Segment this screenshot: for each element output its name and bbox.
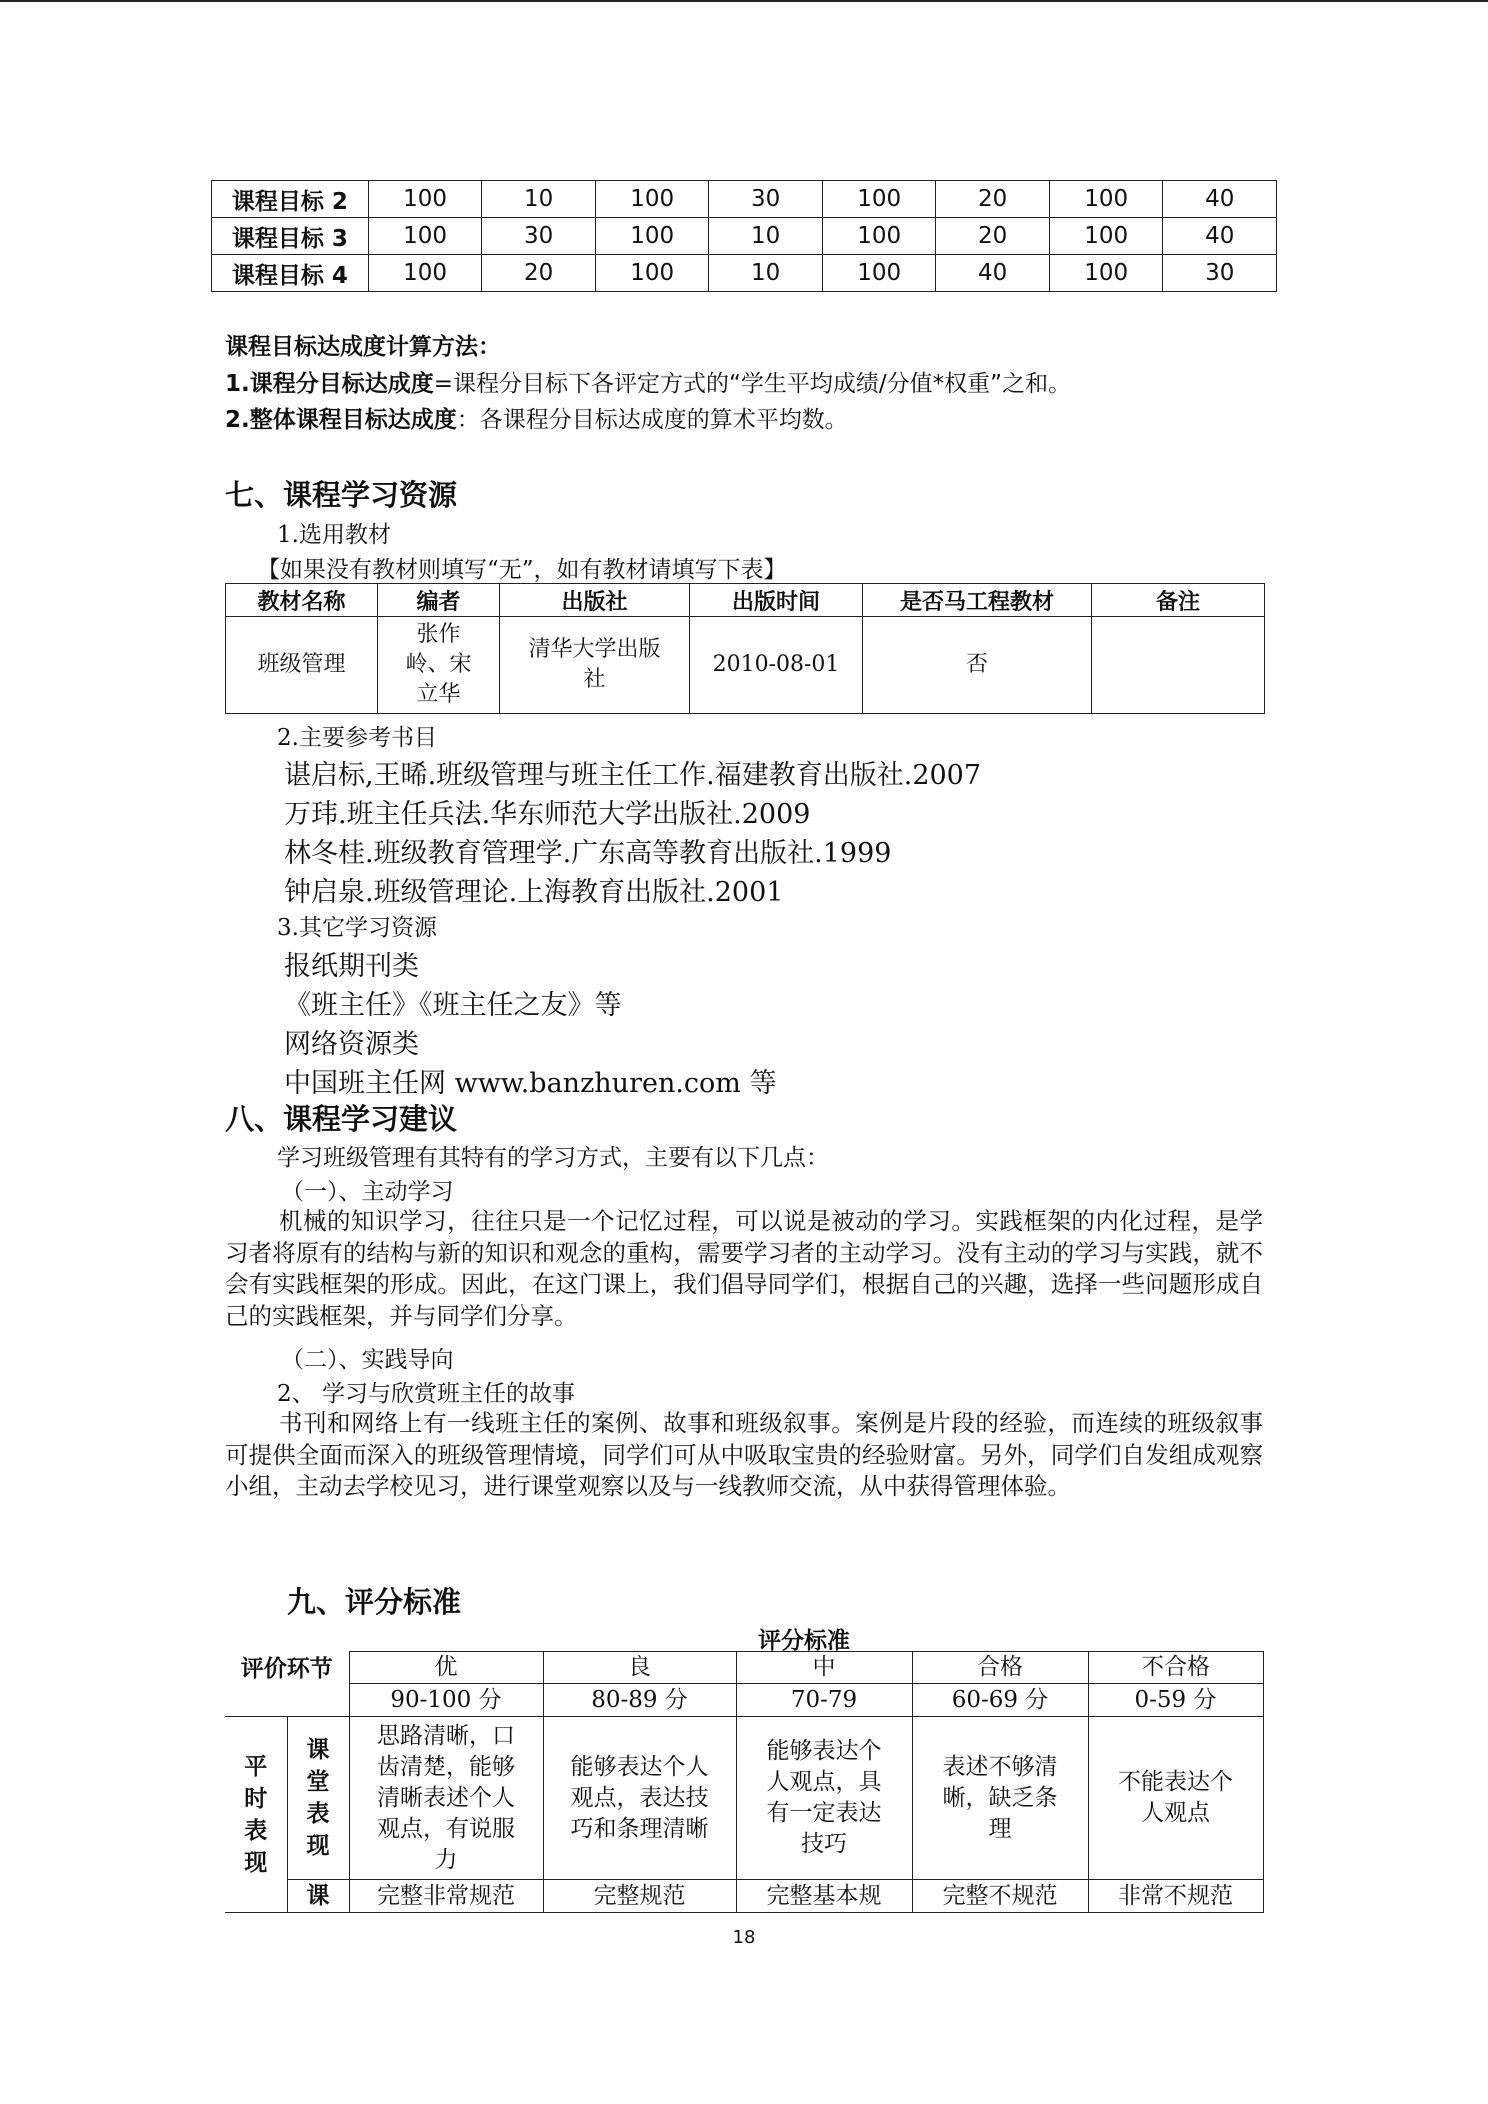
textbook-note: 【如果没有教材则填写“无”，如有教材请填写下表】 (257, 557, 787, 583)
vertical-char: 现 (244, 1850, 268, 1876)
criteria-fail (1088, 1717, 1263, 1880)
calc-item-2-text: ：各课程分目标达成度的算术平均数。 (456, 407, 848, 433)
goal-value-cell: 40 (1163, 218, 1277, 255)
criteria-cell: 非常不规范 (1088, 1880, 1263, 1913)
level-cell: 优 (349, 1652, 543, 1684)
tb-publisher-line: 社 (583, 667, 606, 692)
calc-item-1 (225, 365, 1071, 398)
goal-value-cell: 10 (709, 218, 823, 255)
item-class-performance (287, 1717, 349, 1880)
calc-item-1-label: 1.课程分目标达成度 (225, 371, 434, 397)
criteria-line: 理 (988, 1815, 1012, 1842)
goal-value-cell: 30 (1163, 255, 1277, 292)
th-date: 出版时间 (690, 584, 863, 617)
section-8-sub2: （二）、实践导向 (281, 1347, 454, 1373)
goal-value-cell: 100 (368, 255, 482, 292)
goal-row (212, 255, 1277, 292)
th-remark: 备注 (1092, 584, 1265, 617)
range-cell: 70-79 (736, 1684, 912, 1717)
goal-row-label: 课程目标 3 (212, 218, 369, 255)
goal-value-cell: 10 (482, 181, 596, 218)
range-cell: 80-89 分 (543, 1684, 736, 1717)
other-resource: 《班主任》《班主任之友》等 (284, 990, 622, 1021)
tb-date: 2010-08-01 (690, 617, 863, 714)
calc-item-2-label: 2.整体课程目标达成度 (225, 407, 457, 433)
tb-publisher (500, 617, 690, 714)
criteria-line: 思路清晰，口 (377, 1722, 515, 1749)
th-name: 教材名称 (226, 584, 378, 617)
ref-item: 林冬桂.班级教育管理学.广东高等教育出版社.1999 (284, 838, 892, 869)
ref-item: 万玮.班主任兵法.华东师范大学出版社.2009 (284, 799, 811, 830)
goal-value-cell: 40 (1163, 181, 1277, 218)
ref-item: 谌启标,王晞.班级管理与班主任工作.福建教育出版社.2007 (284, 760, 982, 791)
page-top-border (0, 0, 1488, 2)
goal-value-cell: 20 (482, 255, 596, 292)
criteria-line: 能够表达个 (766, 1738, 882, 1764)
grading-range-row (225, 1684, 1263, 1717)
other-resource: 网络资源类 (284, 1029, 419, 1060)
vertical-char: 平 (244, 1754, 268, 1780)
goal-value-cell: 10 (709, 255, 823, 292)
section-9-heading: 九、评分标准 (287, 1585, 462, 1619)
criteria-line: 不能表达个 (1118, 1769, 1233, 1795)
th-editor: 编者 (378, 584, 500, 617)
tb-editors-line: 张作 (416, 622, 461, 647)
criteria-line: 有一定表达 (766, 1800, 882, 1826)
ref-item: 钟启泉.班级管理论.上海教育出版社.2001 (284, 877, 784, 908)
goal-value-cell: 100 (368, 181, 482, 218)
goal-row (212, 181, 1277, 218)
section-8-para2: 书刊和网络上有一线班主任的案例、故事和班级叙事。案例是片段的经验，而连续的班级叙事可提供全面而深入的班级管理情境，同学们可从中吸取宝贵的经验财富。另外，同学们自发组成观察小组，主动去学校见习，进行课堂观察以及与一线教师交流，从中获得管理体验。 (225, 1409, 1263, 1500)
criteria-line: 巧和条理清晰 (570, 1815, 709, 1842)
criteria-line: 力 (434, 1846, 458, 1873)
criteria-line: 人观点，具 (766, 1769, 882, 1795)
textbook-table (225, 583, 1265, 714)
group-daily (225, 1717, 287, 1913)
level-cell: 合格 (912, 1652, 1088, 1684)
tb-publisher-line: 清华大学出版 (528, 637, 661, 662)
section-8-sub3: 2、 学习与欣赏班主任的故事 (277, 1381, 575, 1407)
criteria-cell: 完整基本规 (736, 1880, 912, 1913)
range-cell: 0-59 分 (1088, 1684, 1263, 1717)
criteria-line: 观点，表达技 (570, 1784, 709, 1811)
section-8-sub1: （一）、主动学习 (281, 1179, 454, 1205)
goal-value-cell: 40 (936, 255, 1050, 292)
vertical-char: 时 (244, 1786, 268, 1812)
vertical-char: 表 (306, 1801, 330, 1827)
goal-value-cell: 100 (1049, 218, 1163, 255)
goal-row-label: 课程目标 4 (212, 255, 369, 292)
section-8-para1: 机械的知识学习，往往只是一个记忆过程，可以说是被动的学习。实践框架的内化过程，是学习者将原有的结构与新的知识和观念的重构，需要学习者的主动学习。没有主动的学习与实践，就不会有实践框架的形成。因此，在这门课上，我们倡导同学们，根据自己的兴趣，选择一些问题形成自己的实践框架，并与同学们分享。 (225, 1207, 1263, 1330)
level-cell: 不合格 (1088, 1652, 1263, 1684)
calc-title: 课程目标达成度计算方法： (225, 334, 501, 360)
goal-value-cell: 100 (822, 181, 936, 218)
calc-item-1-text: =课程分目标下各评定方式的“学生平均成绩/分值*权重”之和。 (433, 371, 1072, 397)
grading-level-row (225, 1652, 1263, 1684)
criteria-cell: 完整不规范 (912, 1880, 1088, 1913)
vertical-char: 表 (244, 1818, 268, 1844)
grading-homework-row (225, 1880, 1263, 1913)
goal-weight-table (211, 180, 1277, 292)
range-cell: 60-69 分 (912, 1684, 1088, 1717)
tb-name: 班级管理 (226, 617, 378, 714)
section-7-sub2: 2.主要参考书目 (277, 725, 437, 751)
tb-marx: 否 (863, 617, 1092, 714)
criteria-line: 表述不够清 (942, 1753, 1058, 1780)
criteria-medium (736, 1717, 912, 1880)
textbook-header-row (226, 584, 1265, 617)
criteria-line: 观点，有说服 (377, 1815, 515, 1842)
vertical-char: 课 (306, 1737, 330, 1763)
other-resource: 中国班主任网 www.banzhuren.com 等 (284, 1068, 777, 1099)
criteria-cell: 完整规范 (543, 1880, 736, 1913)
criteria-line: 清晰表述个人 (377, 1784, 515, 1811)
grading-table (225, 1651, 1264, 1913)
page-number: 18 (732, 1927, 756, 1948)
goal-value-cell: 30 (482, 218, 596, 255)
goal-value-cell: 20 (936, 181, 1050, 218)
section-8-intro: 学习班级管理有其特有的学习方式，主要有以下几点： (277, 1145, 829, 1171)
criteria-line: 齿清楚，能够 (377, 1753, 515, 1780)
item-homework: 课 (287, 1880, 349, 1913)
tb-editors-line: 岭、宋 (405, 652, 472, 677)
tb-editors (378, 617, 500, 714)
criteria-line: 技巧 (801, 1831, 847, 1857)
tb-editors-line: 立华 (416, 682, 461, 707)
criteria-line: 晰，缺乏条 (942, 1784, 1058, 1811)
goal-value-cell: 100 (595, 181, 709, 218)
level-cell: 良 (543, 1652, 736, 1684)
goal-value-cell: 100 (1049, 255, 1163, 292)
goal-value-cell: 100 (1049, 181, 1163, 218)
section-8-heading: 八、课程学习建议 (225, 1102, 458, 1136)
goal-value-cell: 100 (368, 218, 482, 255)
goal-value-cell: 100 (822, 255, 936, 292)
goal-value-cell: 100 (595, 218, 709, 255)
criteria-excellent (349, 1717, 543, 1880)
range-cell: 90-100 分 (349, 1684, 543, 1717)
section-7-sub3: 3.其它学习资源 (277, 915, 437, 941)
grading-corner: 评价环节 (240, 1655, 333, 1682)
textbook-row (226, 617, 1265, 714)
goal-value-cell: 30 (709, 181, 823, 218)
grading-class-row (225, 1717, 1263, 1880)
section-7-sub1: 1.选用教材 (277, 522, 391, 548)
goal-value-cell: 100 (822, 218, 936, 255)
tb-remark (1092, 617, 1265, 714)
vertical-char: 堂 (306, 1769, 330, 1795)
grading-caption: 评分标准 (758, 1628, 850, 1654)
criteria-cell: 完整非常规范 (349, 1880, 543, 1913)
criteria-line: 人观点 (1141, 1800, 1210, 1826)
goal-value-cell: 20 (936, 218, 1050, 255)
section-7-heading: 七、课程学习资源 (225, 478, 458, 512)
th-publisher: 出版社 (500, 584, 690, 617)
criteria-good (543, 1717, 736, 1880)
calc-item-2 (225, 401, 848, 434)
goal-row (212, 218, 1277, 255)
criteria-pass (912, 1717, 1088, 1880)
level-cell: 中 (736, 1652, 912, 1684)
other-resource: 报纸期刊类 (284, 951, 419, 982)
goal-value-cell: 100 (595, 255, 709, 292)
goal-row-label: 课程目标 2 (212, 181, 369, 218)
vertical-char: 现 (306, 1833, 330, 1859)
criteria-line: 能够表达个人 (570, 1753, 709, 1780)
th-marx: 是否马工程教材 (863, 584, 1092, 617)
